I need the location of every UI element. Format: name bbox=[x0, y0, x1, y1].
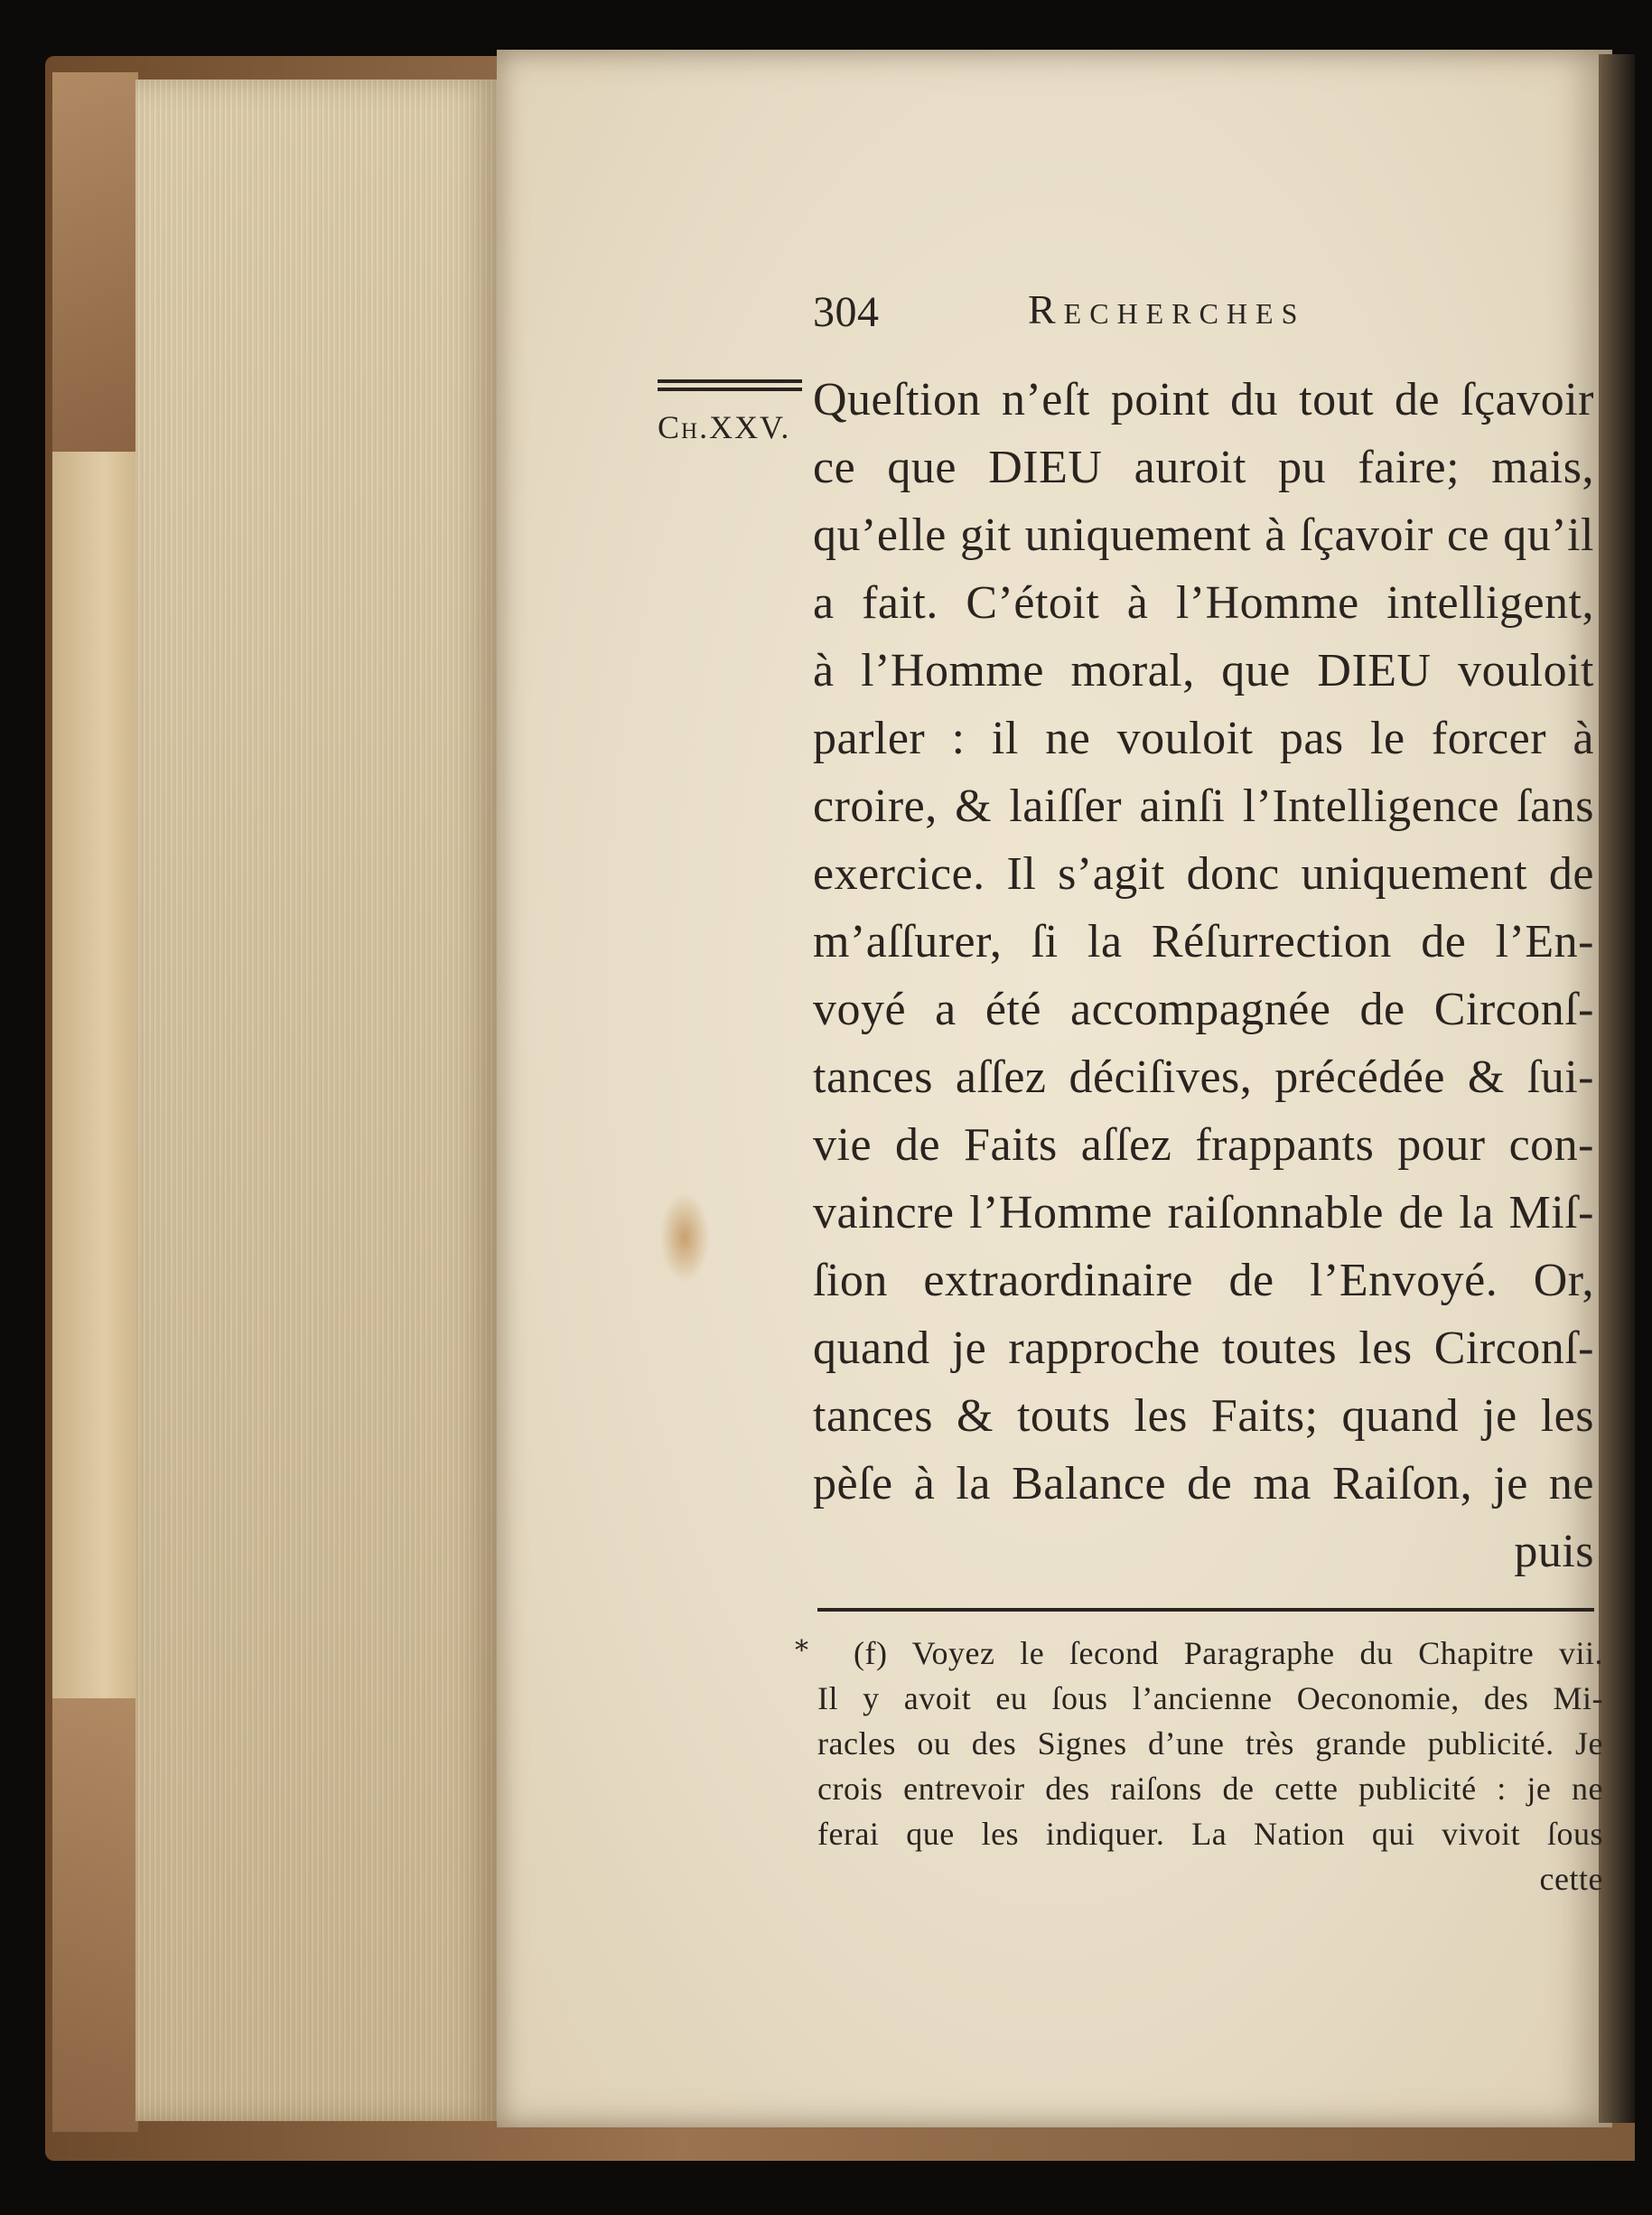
body-line: parler : il ne vouloit pas le forcer à bbox=[813, 713, 1594, 764]
catchword: puis bbox=[1514, 1526, 1594, 1577]
body-line: à l’Homme moral, que DIEU vouloit bbox=[813, 645, 1594, 696]
body-line: quand je rapproche toutes les Circonſ- bbox=[813, 1322, 1594, 1374]
foxing-stain bbox=[659, 1192, 710, 1283]
body-text bbox=[813, 366, 1594, 1585]
footnote-marker: * bbox=[795, 1635, 808, 1667]
page-number: 304 bbox=[813, 288, 880, 336]
running-head: Recherches bbox=[1028, 286, 1306, 332]
body-line: Queſtion n’eſt point du tout de ſçavoir bbox=[813, 374, 1594, 425]
footnote-line: crois entrevoir des raiſons de cette publicité : je ne bbox=[817, 1771, 1603, 1807]
footnote bbox=[817, 1631, 1603, 1902]
body-line: a fait. C’étoit à l’Homme intelligent, bbox=[813, 577, 1594, 629]
body-line: ce que DIEU auroit pu faire; mais, bbox=[813, 442, 1594, 493]
cover-leather-top bbox=[52, 72, 138, 452]
cover-spine-paper bbox=[52, 452, 138, 1698]
body-line: ſion extraordinaire de l’Envoyé. Or, bbox=[813, 1255, 1594, 1306]
body-line: voyé a été accompagnée de Circonſ- bbox=[813, 984, 1594, 1035]
body-line: croire, & laiſſer ainſi l’Intelligence ſans bbox=[813, 780, 1594, 832]
footnote-rule bbox=[817, 1608, 1594, 1612]
body-line: pèſe à la Balance de ma Raiſon, je ne bbox=[813, 1458, 1594, 1509]
ornamental-rule bbox=[658, 379, 802, 392]
footnote-line: (f) Voyez le ſecond Paragraphe du Chapitre vii. bbox=[854, 1635, 1603, 1671]
cover-leather-bottom bbox=[52, 1698, 138, 2132]
body-line: qu’elle git uniquement à ſçavoir ce qu’il bbox=[813, 509, 1594, 561]
body-line: vaincre l’Homme raiſonnable de la Miſ- bbox=[813, 1187, 1594, 1238]
body-line: tances aſſez déciſives, précédée & ſui- bbox=[813, 1051, 1594, 1103]
footnote-catchword: cette bbox=[1539, 1861, 1603, 1897]
gutter-shadow bbox=[1599, 54, 1635, 2123]
margin-note: Ch.XXV. bbox=[658, 409, 791, 445]
footnote-line: Il y avoit eu ſous l’ancienne Oeconomie, des Mi- bbox=[817, 1680, 1603, 1716]
page-edges bbox=[135, 79, 497, 2121]
body-line: exercice. Il s’agit donc uniquement de bbox=[813, 848, 1594, 900]
body-line: vie de Faits aſſez frappants pour con- bbox=[813, 1119, 1594, 1171]
body-line: m’aſſurer, ſi la Réſurrection de l’En- bbox=[813, 916, 1594, 967]
body-line: tances & touts les Faits; quand je les bbox=[813, 1390, 1594, 1442]
footnote-line: racles ou des Signes d’une très grande publicité. Je bbox=[817, 1725, 1603, 1762]
footnote-line: ferai que les indiquer. La Nation qui vivoit ſous bbox=[817, 1816, 1603, 1852]
